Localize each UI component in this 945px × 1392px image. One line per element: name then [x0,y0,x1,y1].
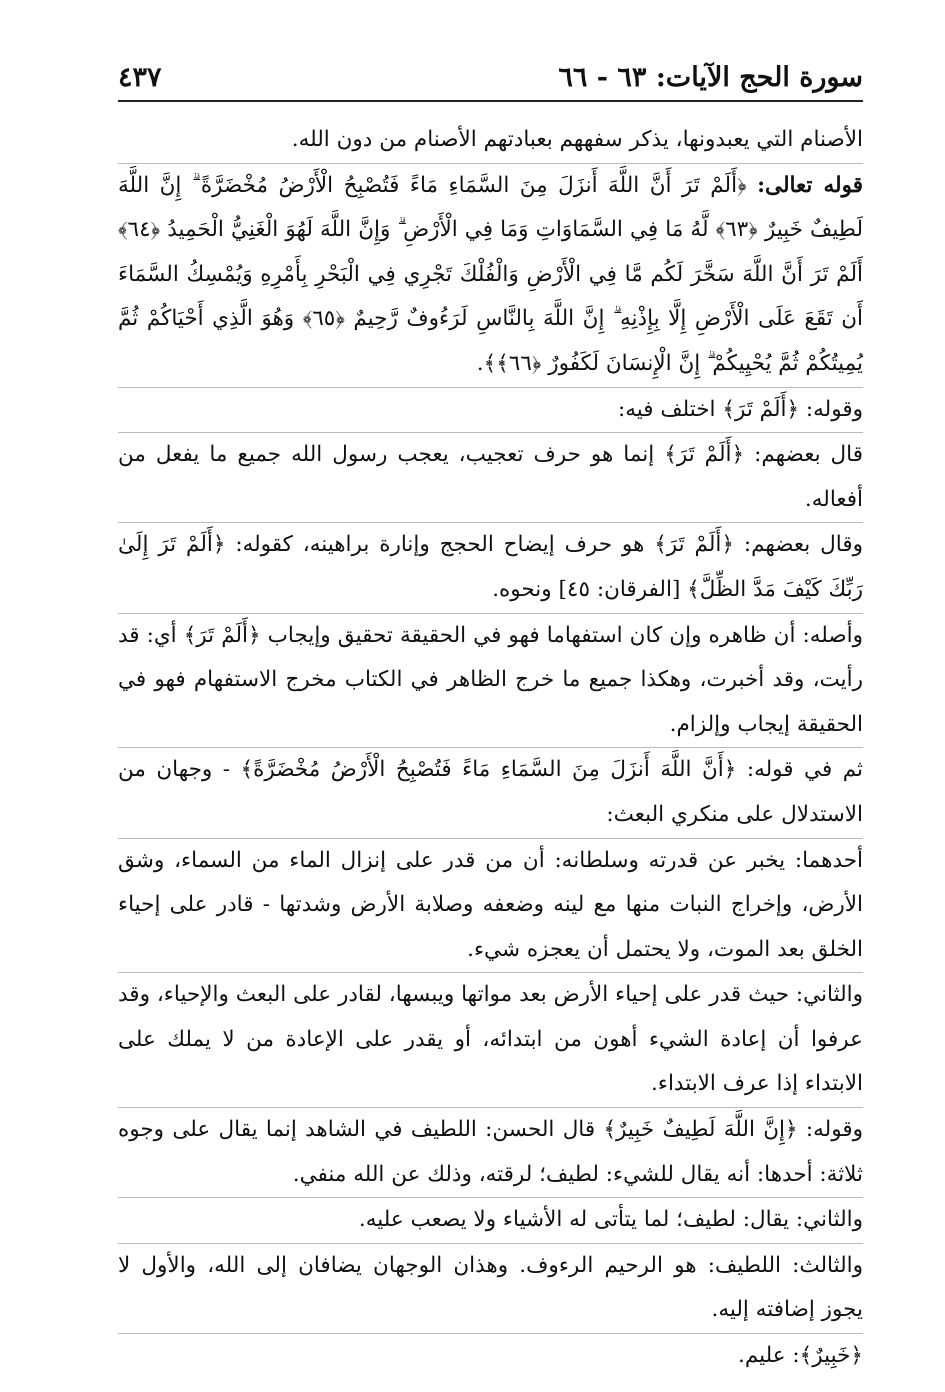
paragraph: ﴿خَبِيرٌ﴾: عليم. [738,1343,863,1369]
verse-block [118,164,863,388]
quran-verses: ﴿أَلَمْ تَرَ أَنَّ اللَّهَ أَنزَلَ مِنَ السَّمَاءِ مَاءً فَتُصْبِحُ الْأَرْضُ مُخْضَرَّةً ۗ إِنَّ اللَّهَ لَطِيفٌ خَبِيرٌ ﴿٦٣﴾ لَّهُ مَا فِي السَّمَاوَاتِ وَمَا فِي الْأَرْضِ ۗ وَإِنَّ اللَّهَ لَهُوَ الْغَنِيُّ الْحَمِيدُ ﴿٦٤﴾ أَلَمْ تَرَ أَنَّ اللَّهَ سَخَّرَ لَكُم مَّا فِي الْأَرْضِ وَالْفُلْكَ تَجْرِي فِي الْبَحْرِ بِأَمْرِهِ وَيُمْسِكُ السَّمَاءَ أَن تَقَعَ عَلَى الْأَرْضِ إِلَّا بِإِذْنِهِ ۗ إِنَّ اللَّهَ بِالنَّاسِ لَرَءُوفٌ رَّحِيمٌ ﴿٦٥﴾ وَهُوَ الَّذِي أَحْيَاكُمْ ثُمَّ يُمِيتُكُمْ ثُمَّ يُحْيِيكُمْ ۗ إِنَّ الْإِنسَانَ لَكَفُورٌ ﴿٦٦﴾﴾. [118,172,864,376]
paragraph: وقوله: ﴿أَلَمْ تَرَ﴾ اختلف فيه: [118,388,863,434]
paragraph: قال بعضهم: ﴿أَلَمْ تَرَ﴾ إنما هو حرف تعجيب، يعجب رسول الله جميع ما يفعل من أفعاله. [118,433,863,523]
paragraph: ثم في قوله: ﴿أَنَّ اللَّهَ أَنزَلَ مِنَ السَّمَاءِ مَاءً فَتُصْبِحُ الْأَرْضُ مُخْضَرَّةً﴾ - وجهان من الاستدلال على منكري البعث: [118,748,863,838]
page-header [118,56,863,102]
paragraph-intro: الأصنام التي يعبدونها، يذكر سفههم بعبادتهم الأصنام من دون الله. [118,118,863,164]
paragraph: وقال بعضهم: ﴿أَلَمْ تَرَ﴾ هو حرف إيضاح الحجج وإنارة براهينه، كقوله: ﴿أَلَمْ تَرَ إِلَىٰ رَبِّكَ كَيْفَ مَدَّ الظِّلَّ﴾ [الفرقان: ٤٥] ونحوه. [118,523,863,613]
paragraph: أحدهما: يخبر عن قدرته وسلطانه: أن من قدر على إنزال الماء من السماء، وشق الأرض، وإخراج النبات منها مع لينه وضعفه وصلابة الأرض وشدتها - قادر على إحياء الخلق بعد الموت، ولا يحتمل أن يعجزه شيء. [118,839,863,974]
paragraph: والثالث: اللطيف: هو الرحيم الرءوف. وهذان الوجهان يضافان إلى الله، والأول لا يجوز إضافته إليه. [118,1244,863,1334]
paragraph: والثاني: يقال: لطيف؛ لما يتأتى له الأشياء ولا يصعب عليه. [118,1198,863,1244]
verse-lead: قوله تعالى: [757,172,863,198]
paragraph: وأصله: أن ظاهره وإن كان استفهاما فهو في الحقيقة تحقيق وإيجاب ﴿أَلَمْ تَرَ﴾ أي: قد رأيت، وقد أخبرت، وهكذا جميع ما خرج الظاهر في الكتاب مخرج الاستفهام فهو في الحقيقة إيجاب وإلزام. [118,614,863,749]
page-body [118,118,863,1379]
page-number: ٤٣٧ [118,62,162,93]
paragraph: والثاني: حيث قدر على إحياء الأرض بعد مواتها ويبسها، لقادر على البعث والإحياء، وقد عرفوا أن إعادة الشيء أهون من ابتدائه، أو يقدر على الإعادة من لا يملك على الابتداء إذا عرف الابتداء. [118,973,863,1108]
paragraph: وقوله: ﴿إِنَّ اللَّهَ لَطِيفٌ خَبِيرٌ﴾ قال الحسن: اللطيف في الشاهد إنما يقال على وجوه ثلاثة: أحدها: أنه يقال للشيء: لطيف؛ لرقته، وذلك عن الله منفي. [118,1108,863,1198]
running-title: سورة الحج الآيات: ٦٣ - ٦٦ [558,62,863,93]
